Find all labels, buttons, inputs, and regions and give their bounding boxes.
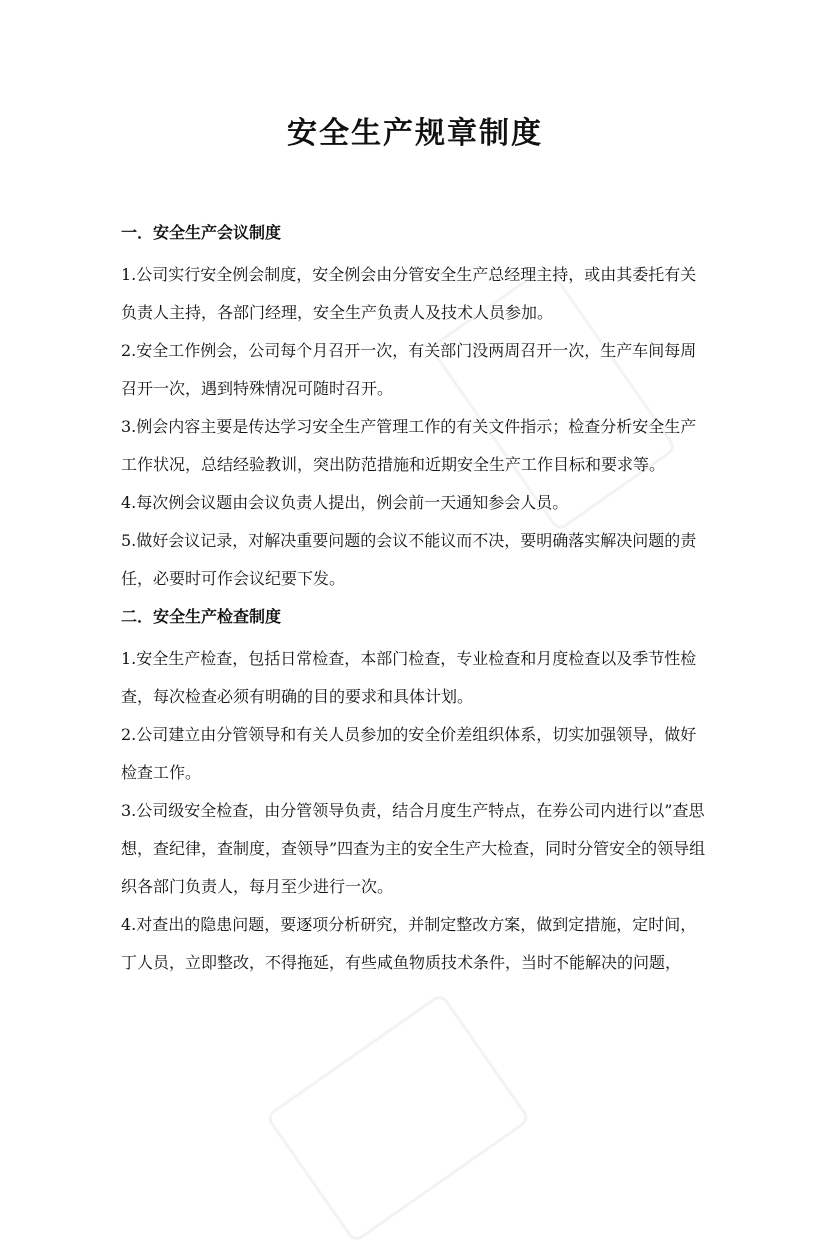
paragraph: 2.公司建立由分管领导和有关人员参加的安全价差组织体系，切实加强领导，做好检查工作。 bbox=[121, 725, 697, 782]
paragraph: 5.做好会议记录，对解决重要问题的会议不能议而不决，要明确落实解决问题的责任，必要时可作会议纪要下发。 bbox=[121, 531, 697, 588]
watermark-mark-bottom bbox=[265, 992, 531, 1244]
section-heading-inspection: 二．安全生产检查制度 bbox=[121, 607, 282, 626]
page-title: 安全生产规章制度 bbox=[287, 116, 543, 151]
paragraph: 2.安全工作例会，公司每个月召开一次，有关部门没两周召开一次，生产车间每周召开一次，遇到特殊情况可随时召开。 bbox=[121, 341, 697, 398]
paragraph: 1.安全生产检查，包括日常检查，本部门检查，专业检查和月度检查以及季节性检查，每次检查必须有明确的目的要求和具体计划。 bbox=[121, 649, 697, 706]
paragraph: 3.公司级安全检查，由分管领导负责，结合月度生产特点，在券公司内进行以”查思想，查纪律，查制度，查领导”四查为主的安全生产大检查，同时分管安全的领导组织各部门负责人，每月至少进行一次。 bbox=[121, 801, 706, 896]
section-heading-meetings: 一．安全生产会议制度 bbox=[121, 223, 282, 242]
paragraph: 4.对查出的隐患问题，要逐项分析研究，并制定整改方案，做到定措施，定时间，丁人员，立即整改，不得拖延，有些咸鱼物质技术条件，当时不能解决的问题， bbox=[121, 915, 697, 972]
paragraph: 1.公司实行安全例会制度，安全例会由分管安全生产总经理主持，或由其委托有关负责人主持，各部门经理，安全生产负责人及技术人员参加。 bbox=[121, 265, 697, 322]
paragraph: 3.例会内容主要是传达学习安全生产管理工作的有关文件指示；检查分析安全生产工作状况，总结经验教训，突出防范措施和近期安全生产工作目标和要求等。 bbox=[121, 417, 697, 474]
document-body bbox=[121, 214, 711, 982]
paragraph: 4.每次例会议题由会议负责人提出，例会前一天通知参会人员。 bbox=[121, 493, 569, 512]
